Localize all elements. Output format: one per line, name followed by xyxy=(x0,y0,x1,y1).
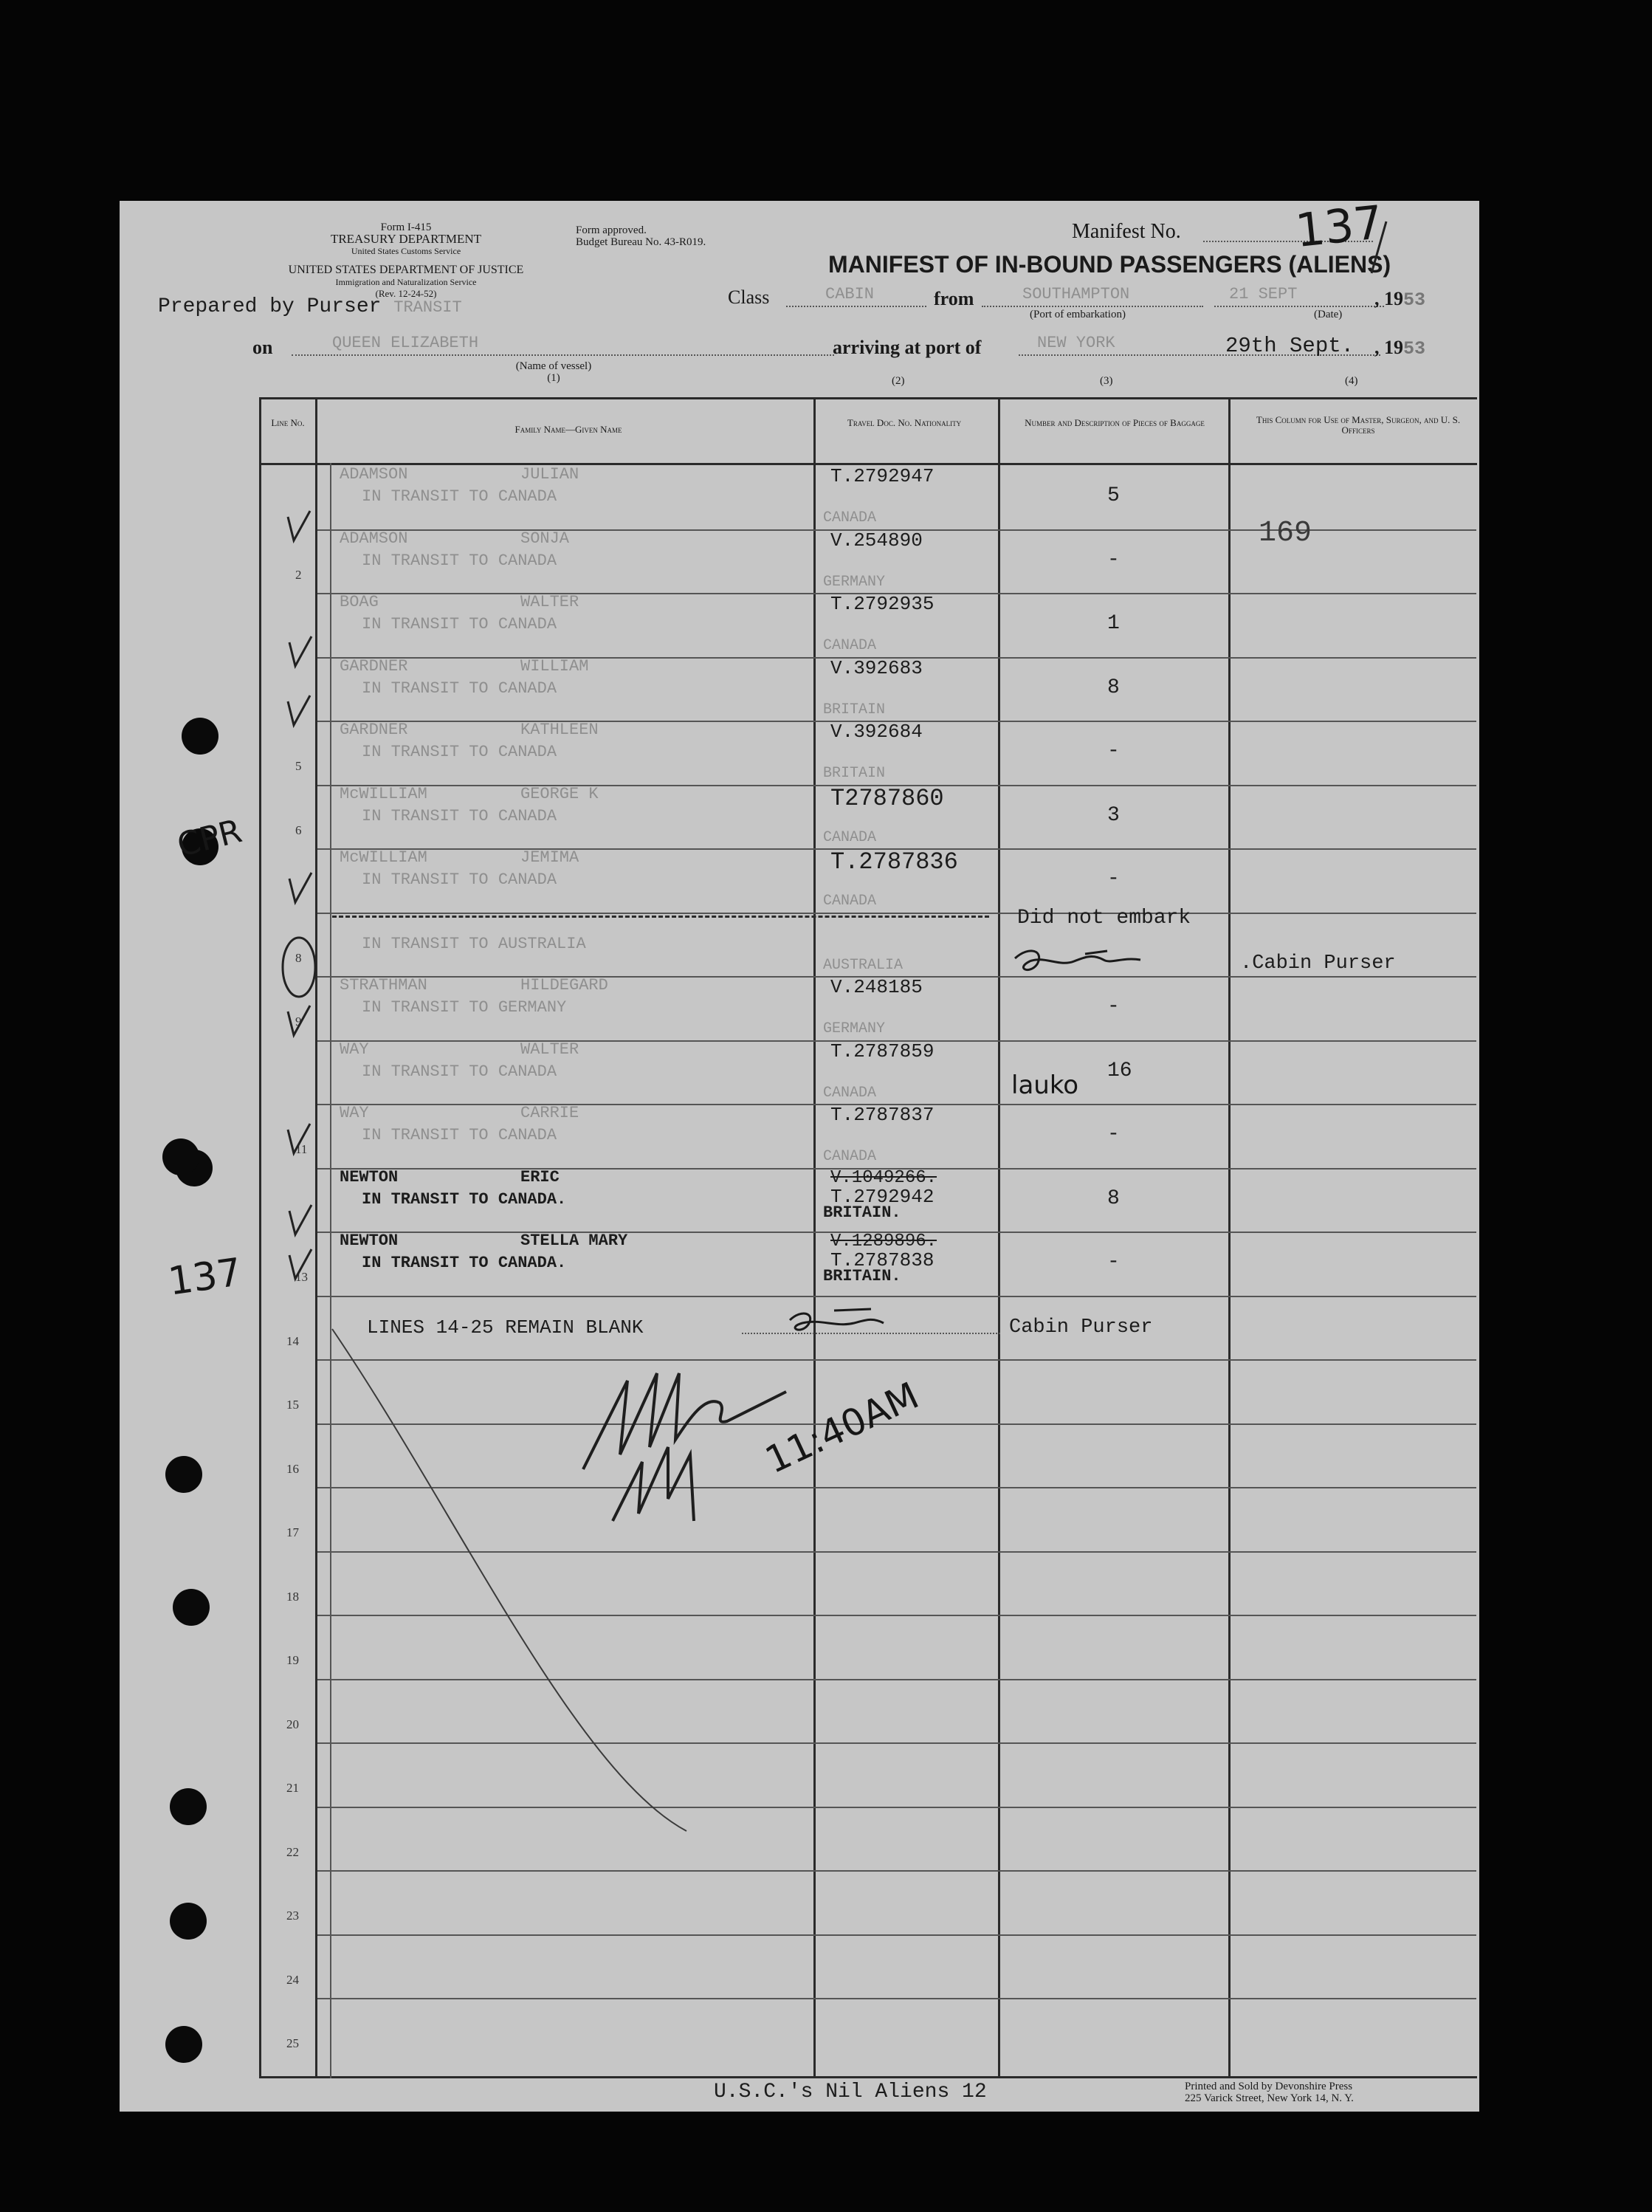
transit-note: IN TRANSIT TO CANADA xyxy=(362,551,557,570)
family-name: NEWTON xyxy=(340,1167,399,1186)
family-name: WAY xyxy=(340,1040,369,1059)
from-label: from xyxy=(934,288,974,309)
col-num-4: (4) xyxy=(1345,375,1358,387)
transit-note: IN TRANSIT TO CANADA xyxy=(362,870,557,889)
family-name: McWILLIAM xyxy=(340,784,427,803)
line-number: 25 xyxy=(286,2036,299,2050)
given-name: WILLIAM xyxy=(520,656,589,676)
arrival-year-prefix: , 19 xyxy=(1374,337,1403,358)
manifest-slash xyxy=(1371,221,1386,273)
travel-doc-number: V.254890 xyxy=(830,529,923,552)
line-number: 6 xyxy=(295,822,302,837)
travel-doc-number: V.392684 xyxy=(830,721,923,743)
line-number: 8 xyxy=(295,950,302,965)
check-mark xyxy=(289,1205,312,1234)
given-name: STELLA MARY xyxy=(520,1232,628,1250)
col-num-3: (3) xyxy=(1100,375,1113,387)
nationality: BRITAIN xyxy=(823,701,886,718)
check-mark xyxy=(289,1249,312,1279)
nationality: GERMANY xyxy=(823,573,886,591)
doj: UNITED STATES DEPARTMENT OF JUSTICE xyxy=(288,264,524,276)
cabin-purser-note-2: Cabin Purser xyxy=(1009,1316,1153,1339)
ins: Immigration and Naturalization Service xyxy=(335,277,477,287)
nationality: CANADA xyxy=(823,1084,877,1102)
form-approved-label: Form approved. xyxy=(576,224,647,236)
travel-doc-number: V.248185 xyxy=(830,976,923,998)
customs-service: United States Customs Service xyxy=(351,246,461,256)
line-number: 17 xyxy=(286,1525,299,1539)
family-name: BOAG xyxy=(340,593,379,611)
transit-note: IN TRANSIT TO CANADA xyxy=(362,1062,557,1081)
prepared-label: Prepared by Purser xyxy=(158,295,382,318)
baggage-count: 8 xyxy=(1107,1186,1120,1210)
travel-doc-number: T.2792935 xyxy=(830,593,935,615)
given-name: ERIC xyxy=(520,1167,560,1186)
old-doc-number: V.1289896. xyxy=(830,1232,937,1251)
printer-info xyxy=(1185,2081,1354,2104)
check-mark xyxy=(288,1006,310,1035)
cabin-purser-note-1: .Cabin Purser xyxy=(1240,952,1396,975)
line-number: 15 xyxy=(286,1398,299,1412)
travel-doc-number: T.2792942 xyxy=(830,1185,935,1208)
old-doc-number: V.1049266. xyxy=(830,1167,937,1188)
class-value: CABIN xyxy=(825,285,875,303)
year-suffix: 53 xyxy=(1403,289,1426,311)
revision: (Rev. 12-24-52) xyxy=(375,288,437,299)
travel-doc-number: V.392683 xyxy=(830,656,923,679)
on-label: on xyxy=(252,337,273,358)
side-number: 137 xyxy=(165,1250,244,1305)
transit-note: IN TRANSIT TO CANADA. xyxy=(362,1189,567,1209)
transit-note: IN TRANSIT TO CANADA xyxy=(362,1126,557,1144)
col-header-officers: This Column for Use of Master, Surgeon, and U. S. Officers xyxy=(1256,414,1461,436)
manifest-number-label: Manifest No. xyxy=(1072,220,1181,243)
baggage-count: - xyxy=(1107,1123,1120,1146)
family-name: ADAMSON xyxy=(340,465,408,484)
transit-note: IN TRANSIT TO CANADA xyxy=(362,487,557,506)
side-mark-cpr: CPR xyxy=(173,812,246,865)
diagonal-pen-line xyxy=(332,1329,686,1831)
line-number: 23 xyxy=(286,1909,299,1923)
treasury-dept: TREASURY DEPARTMENT xyxy=(330,232,482,246)
check-mark xyxy=(288,1124,310,1153)
budget-bureau: Budget Bureau No. 43-R019. xyxy=(576,236,706,248)
family-name: ADAMSON xyxy=(340,529,408,548)
line-number: 16 xyxy=(286,1461,299,1476)
col-header-line: Line No. xyxy=(271,417,305,428)
travel-doc-number: T.2787836 xyxy=(830,848,958,876)
nationality: BRITAIN xyxy=(823,765,886,782)
family-name: McWILLIAM xyxy=(340,848,427,867)
transit-note: IN TRANSIT TO CANADA xyxy=(362,806,557,825)
purser-signature-1 xyxy=(1015,951,1140,970)
nationality: CANADA xyxy=(823,893,877,910)
baggage-count: 16 xyxy=(1107,1059,1132,1082)
family-name: WAY xyxy=(340,1104,369,1122)
baggage-count: 5 xyxy=(1107,484,1120,507)
line-number: 5 xyxy=(295,759,302,773)
purser-signature-2 xyxy=(790,1309,884,1330)
vessel-caption-text: (Name of vessel) xyxy=(515,360,592,372)
check-mark xyxy=(288,511,310,540)
officer-scrawl xyxy=(583,1373,786,1521)
given-name: JEMIMA xyxy=(520,848,579,867)
given-name: KATHLEEN xyxy=(520,721,599,739)
date-caption: (Date) xyxy=(1314,309,1343,320)
baggage-count: Did not embark xyxy=(1017,906,1191,930)
from-value: SOUTHAMPTON xyxy=(1022,285,1130,303)
travel-doc-number: T2787860 xyxy=(830,784,944,812)
form-number: Form I-415 xyxy=(380,221,432,233)
line-number: 24 xyxy=(286,1972,299,1987)
travel-doc-number: T.2792947 xyxy=(830,465,935,487)
arriving-value: NEW YORK xyxy=(1037,334,1115,352)
given-name: CARRIE xyxy=(520,1104,579,1122)
arrival-year-suffix: 53 xyxy=(1403,338,1426,360)
nationality: CANADA xyxy=(823,1148,877,1165)
printer-line-1: Printed and Sold by Devonshire Press xyxy=(1185,2081,1353,2092)
family-name: GARDNER xyxy=(340,721,408,739)
baggage-count: 8 xyxy=(1107,676,1120,699)
col-header-name: Family Name—Given Name xyxy=(514,424,622,435)
travel-doc-number: T.2787859 xyxy=(830,1040,935,1062)
line-number: 9 xyxy=(295,1014,302,1028)
manifest-number-hand: 137 xyxy=(1293,195,1386,258)
col-num-2: (2) xyxy=(892,375,905,387)
check-mark xyxy=(289,873,312,902)
family-name: NEWTON xyxy=(340,1232,399,1250)
nationality: CANADA xyxy=(823,637,877,654)
transit-note: IN TRANSIT TO CANADA xyxy=(362,615,557,633)
baggage-count: - xyxy=(1107,868,1120,890)
class-label: Class xyxy=(728,286,770,308)
transit-note: IN TRANSIT TO CANADA. xyxy=(362,1254,567,1272)
line-number: 2 xyxy=(295,567,302,582)
blank-lines-note: LINES 14-25 REMAIN BLANK xyxy=(367,1316,644,1339)
nationality: BRITAIN. xyxy=(823,1267,901,1285)
line-number: 11 xyxy=(295,1142,308,1156)
given-name: HILDEGARD xyxy=(520,976,608,995)
transit-note: IN TRANSIT TO CANADA xyxy=(362,679,557,698)
given-name: SONJA xyxy=(520,529,570,548)
year-prefix: , 19 xyxy=(1374,288,1403,309)
family-name: GARDNER xyxy=(340,656,408,676)
nationality: CANADA xyxy=(823,509,877,526)
baggage-hand-note: lauko xyxy=(1011,1071,1079,1100)
baggage-count: - xyxy=(1107,1251,1120,1274)
line-number: 18 xyxy=(286,1589,299,1604)
vessel-value: QUEEN ELIZABETH xyxy=(332,334,479,352)
arriving-label: arriving at port of xyxy=(833,337,982,358)
prepared-value: TRANSIT xyxy=(393,298,462,317)
document-title: MANIFEST OF IN-BOUND PASSENGERS (ALIENS) xyxy=(828,251,1391,278)
nationality: GERMANY xyxy=(823,1020,886,1037)
line-number: 14 xyxy=(286,1333,299,1348)
baggage-count: 1 xyxy=(1107,612,1120,635)
line-number: 19 xyxy=(286,1653,299,1667)
transit-note: IN TRANSIT TO AUSTRALIA xyxy=(362,934,586,953)
baggage-count: - xyxy=(1107,740,1120,763)
family-name: STRATHMAN xyxy=(340,976,427,995)
line-number: 20 xyxy=(286,1717,299,1731)
nationality: CANADA xyxy=(823,828,877,846)
col-header-doc: Travel Doc. No. Nationality xyxy=(847,417,962,428)
baggage-count: 3 xyxy=(1107,803,1120,827)
line-number: 13 xyxy=(295,1270,308,1284)
given-name: WALTER xyxy=(520,593,579,611)
vessel-col-num: (1) xyxy=(547,372,560,384)
printer-line-2: 225 Varick Street, New York 14, N. Y. xyxy=(1185,2092,1354,2104)
given-name: JULIAN xyxy=(520,465,579,484)
check-mark xyxy=(288,695,310,725)
arrival-date: 29th Sept. xyxy=(1225,334,1355,358)
baggage-count: - xyxy=(1107,995,1120,1018)
footer-summary: U.S.C.'s Nil Aliens 12 xyxy=(714,2081,987,2103)
circle-mark xyxy=(283,938,315,997)
transit-note: IN TRANSIT TO GERMANY xyxy=(362,998,567,1017)
given-name: GEORGE K xyxy=(520,784,599,803)
officer-mark: 169 xyxy=(1259,517,1312,550)
line-number: 21 xyxy=(286,1781,299,1795)
travel-doc-number: T.2787837 xyxy=(830,1104,935,1126)
nationality: BRITAIN. xyxy=(823,1203,901,1222)
travel-doc-number: T.2787838 xyxy=(830,1249,935,1271)
check-mark xyxy=(289,636,312,666)
baggage-count: - xyxy=(1107,548,1120,571)
transit-note: IN TRANSIT TO CANADA xyxy=(362,743,557,761)
time-stamp: 11:40AM xyxy=(759,1373,926,1483)
date-value: 21 SEPT xyxy=(1229,285,1298,303)
given-name: WALTER xyxy=(520,1040,579,1059)
nationality: AUSTRALIA xyxy=(823,956,904,974)
col-header-baggage: Number and Description of Pieces of Baggage xyxy=(1025,417,1205,428)
port-caption: (Port of embarkation) xyxy=(1030,309,1126,320)
line-number: 22 xyxy=(286,1844,299,1859)
